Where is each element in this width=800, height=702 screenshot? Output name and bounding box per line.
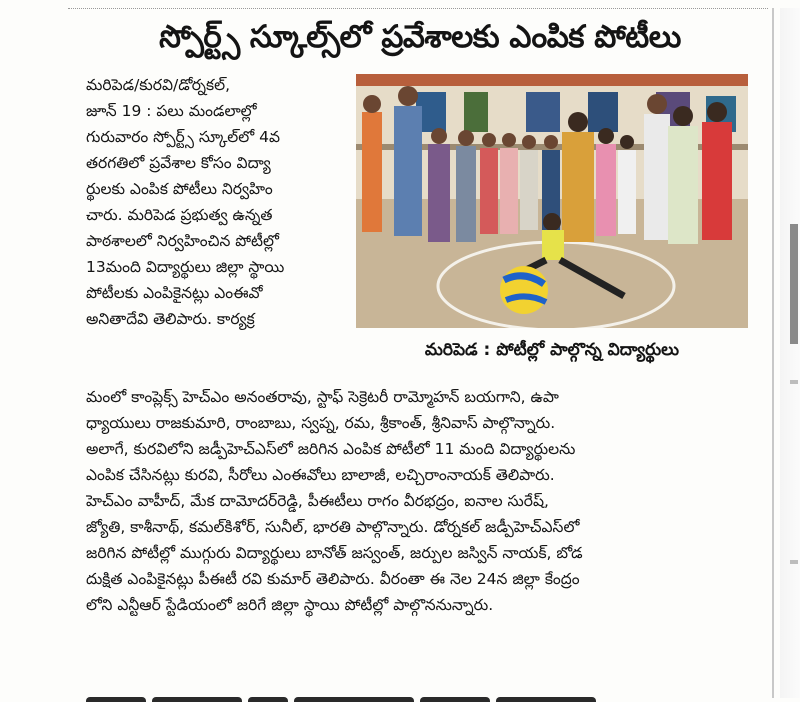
news-photo: [356, 74, 748, 328]
text-line: అనితాదేవి తెలిపారు. కార్యక్ర: [86, 310, 255, 328]
text-line: గురువారం స్పోర్ట్స్ స్కూల్‌లో 4వ: [86, 128, 281, 146]
photo-illustration: [356, 74, 748, 328]
text-line: మరిపెడ/కురవి/డోర్నకల్,: [86, 76, 231, 94]
text-line: జరిగిన పోటీల్లో ముగ్గురు విద్యార్థులు బానోత్ జస్వంత్, జర్పుల జస్విన్ నాయక్, బోడ: [86, 544, 583, 562]
text-line: దుక్షిత ఎంపికైనట్లు పీఈటీ రవి కుమార్ తెలిపారు. వీరంతా ఈ నెల 24న జిల్లా కేంద్రం: [86, 570, 580, 588]
text-line: 13మంది విద్యార్థులు జిల్లా స్థాయి: [86, 258, 285, 276]
text-line: తరగతిలో ప్రవేశాల కోసం విద్యా: [86, 154, 271, 172]
adjacent-column-edge: [780, 8, 800, 698]
text-line: మంలో కాంప్లెక్స్ హెచ్ఎం అనంతరావు, స్టాఫ్ సెక్రెటరీ రామ్మోహన్ బయగాని, ఉపా: [86, 388, 559, 406]
text-line: ర్థులకు ఎంపిక పోటీలు నిర్వహిం: [86, 180, 273, 198]
text-line: ఎంపిక చేసినట్లు కురవి, సీరోలు ఎంఈవోలు బాలాజీ, లచ్చిరాంనాయక్ తెలిపారు.: [86, 466, 555, 484]
text-line: చారు. మరిపెడ ప్రభుత్వ ఉన్నత: [86, 206, 273, 224]
text-line: లోని ఎన్టీఆర్ స్టేడియంలో జరిగే జిల్లా స్థాయి పోటీల్లో పాల్గొననున్నారు.: [86, 596, 494, 614]
text-line: అలాగే, కురవిలోని జడ్పీహెచ్ఎస్‌లో జరిగిన ఎంపిక పోటీలో 11 మంది విద్యార్థులను: [86, 440, 576, 458]
text-line: జ్యోతి, కాశీనాథ్, కమల్‌కిశోర్, సునీల్, భారతి పాల్గొన్నారు. డోర్నకల్ జడ్పీహెచ్ఎస్‌లో: [86, 518, 580, 536]
text-line: పోటీలకు ఎంపికైనట్లు ఎంఈవో: [86, 284, 263, 302]
adjacent-column-mark: [790, 380, 798, 384]
text-line: జూన్ 19 : పలు మండలాల్లో: [86, 102, 257, 120]
headline: స్పోర్ట్స్ స్కూల్స్‌లో ప్రవేశాలకు ఎంపిక పోటీలు: [159, 19, 681, 55]
cut-off-next-line: [86, 692, 726, 702]
adjacent-column-mark: [790, 224, 798, 344]
article-column-text: [86, 72, 348, 332]
photo-caption: మరిపెడ : పోటీల్లో పాల్గొన్న విద్యార్థులు: [424, 340, 680, 360]
adjacent-column-mark: [790, 560, 798, 564]
text-line: ధ్యాయులు రాజకుమారి, రాంబాబు, స్వప్న, రమ, శ్రీకాంత్, శ్రీనివాస్ పాల్గొన్నారు.: [86, 414, 556, 432]
top-dotted-rule: [68, 8, 768, 9]
column-divider: [772, 8, 774, 698]
article-body-text: [86, 384, 766, 618]
text-line: హెచ్ఎం వాహీద్, మేక దామోదర్‌రెడ్డి, పీఈటీలు రాగం వీరభద్రం, ఐనాల సురేష్,: [86, 492, 549, 510]
text-line: పాఠశాలలో నిర్వహించిన పోటీల్లో: [86, 232, 279, 250]
